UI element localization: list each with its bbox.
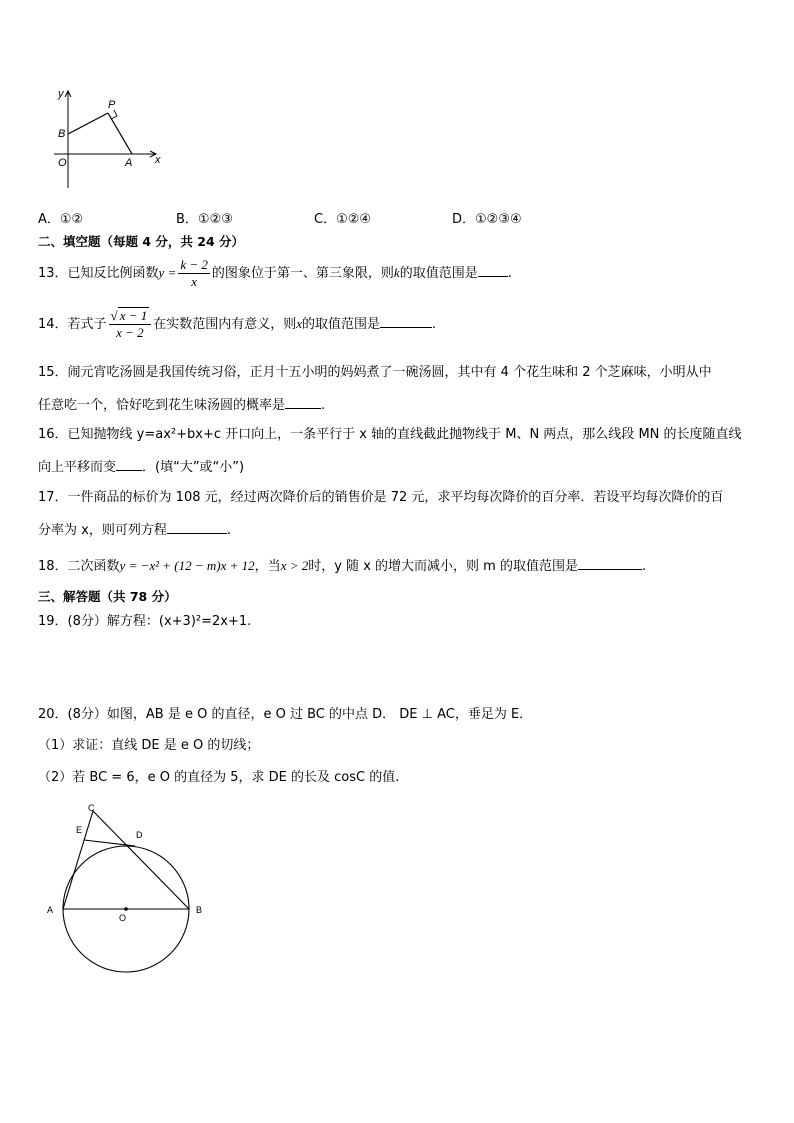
q13-var: k (393, 265, 400, 280)
question-18 (38, 556, 646, 576)
option-b: B．①②③ (176, 212, 233, 227)
section-2-title: 二、填空题（每题 4 分，共 24 分） (38, 234, 245, 249)
q16-pre: 向上平移而变 (38, 460, 117, 475)
q13-num: k − 2 (180, 257, 208, 272)
question-15-line-2 (38, 395, 325, 415)
question-17-line-2 (38, 520, 231, 540)
q13-answer-blank[interactable] (478, 263, 508, 277)
question-14 (38, 306, 436, 343)
label-a: A (125, 157, 133, 169)
label-b: B (58, 128, 66, 140)
label-d: D (136, 830, 143, 840)
label-y: y (58, 88, 64, 100)
option-a: A．①② (38, 212, 84, 227)
question-16-line-1: 16．已知抛物线 y=ax²+bx+c 开口向上，一条平行于 x 轴的直线截此抛物线于 M、N 两点，那么线段 MN 的长度随直线 (38, 427, 742, 442)
q17-end: . (226, 523, 231, 538)
label-a: A (47, 905, 54, 915)
label-o: O (119, 913, 127, 923)
q17-pre: 分率为 x，则可列方程 (38, 523, 167, 538)
q14-num: √ x − 1 (109, 308, 152, 325)
q13-post: 的取值范围是 (399, 266, 478, 281)
q15-text: 任意吃一个，恰好吃到花生味汤圆的概率是 (38, 398, 286, 413)
q18-formula: y = −x² + (12 − m)x + 12 (119, 558, 255, 573)
q16-answer-blank[interactable] (116, 457, 142, 471)
q14-pre: 14．若式子 (38, 317, 107, 332)
q14-answer-blank[interactable] (380, 314, 432, 328)
q18-mid: ，当 (254, 559, 281, 574)
label-b: B (196, 905, 203, 915)
right-angle-mark (111, 110, 117, 119)
q18-cond: x > 2 (280, 558, 309, 573)
q17-answer-blank[interactable] (167, 520, 227, 534)
q14-var: x (296, 316, 303, 331)
q13-den: x (191, 274, 197, 289)
q18-answer-blank[interactable] (578, 556, 642, 570)
q15-end: . (321, 398, 326, 413)
label-x: x (155, 154, 161, 166)
coordinate-figure (44, 84, 174, 194)
question-17-line-1: 17．一件商品的标价为 108 元，经过两次降价后的销售价是 72 元，求平均每次降价的百分率．若设平均每次降价的百 (38, 490, 724, 505)
center-dot (124, 907, 128, 911)
q13-y: y = (158, 265, 177, 280)
q13-end: . (507, 266, 512, 281)
q16-post: ．(填“大”或“小”) (142, 460, 245, 475)
label-p: P (108, 99, 116, 111)
q15-answer-blank[interactable] (285, 395, 321, 409)
label-e: E (76, 825, 83, 835)
q13-pre: 13．已知反比例函数 (38, 266, 159, 281)
q13-fraction (178, 257, 210, 290)
q14-mid: 在实数范围内有意义，则 (153, 317, 297, 332)
segment-bp (68, 113, 108, 134)
q13-mid: 的图象位于第一、第三象限，则 (211, 266, 394, 281)
segment-cb (93, 811, 189, 909)
q14-fraction (109, 308, 152, 341)
q14-den: x − 2 (116, 325, 144, 340)
option-d: D．①②③④ (452, 212, 522, 227)
circle-figure (40, 800, 215, 975)
label-o: O (58, 157, 67, 169)
q14-sqrt: x − 1 (119, 308, 148, 323)
q18-post: 时，y 随 x 的增大而减小，则 m 的取值范围是 (308, 559, 578, 574)
question-20-line-1: 20．(8分）如图，AB 是 e O 的直径，e O 过 BC 的中点 D． DE ⊥ AC，垂足为 E． (38, 707, 533, 722)
question-20-line-3: （2）若 BC = 6，e O 的直径为 5，求 DE 的长及 cosC 的值. (38, 770, 400, 785)
q14-end: . (432, 317, 437, 332)
question-20-line-2: （1）求证：直线 DE 是 e O 的切线； (38, 738, 260, 753)
question-15-line-1: 15．闹元宵吃汤圆是我国传统习俗，正月十五小明的妈妈煮了一碗汤圆，其中有 4 个花生味和 2 个芝麻味，小明从中 (38, 365, 712, 380)
q14-post: 的取值范围是 (302, 317, 381, 332)
question-16-line-2 (38, 457, 244, 477)
section-3-title: 三、解答题（共 78 分） (38, 589, 177, 604)
question-13 (38, 255, 512, 292)
q18-pre: 18．二次函数 (38, 559, 120, 574)
option-c: C．①②④ (314, 212, 372, 227)
q18-end: . (641, 559, 647, 574)
label-c: C (88, 803, 95, 813)
segment-de (84, 840, 135, 846)
question-19: 19．(8分）解方程：(x+3)²=2x+1. (38, 614, 252, 629)
